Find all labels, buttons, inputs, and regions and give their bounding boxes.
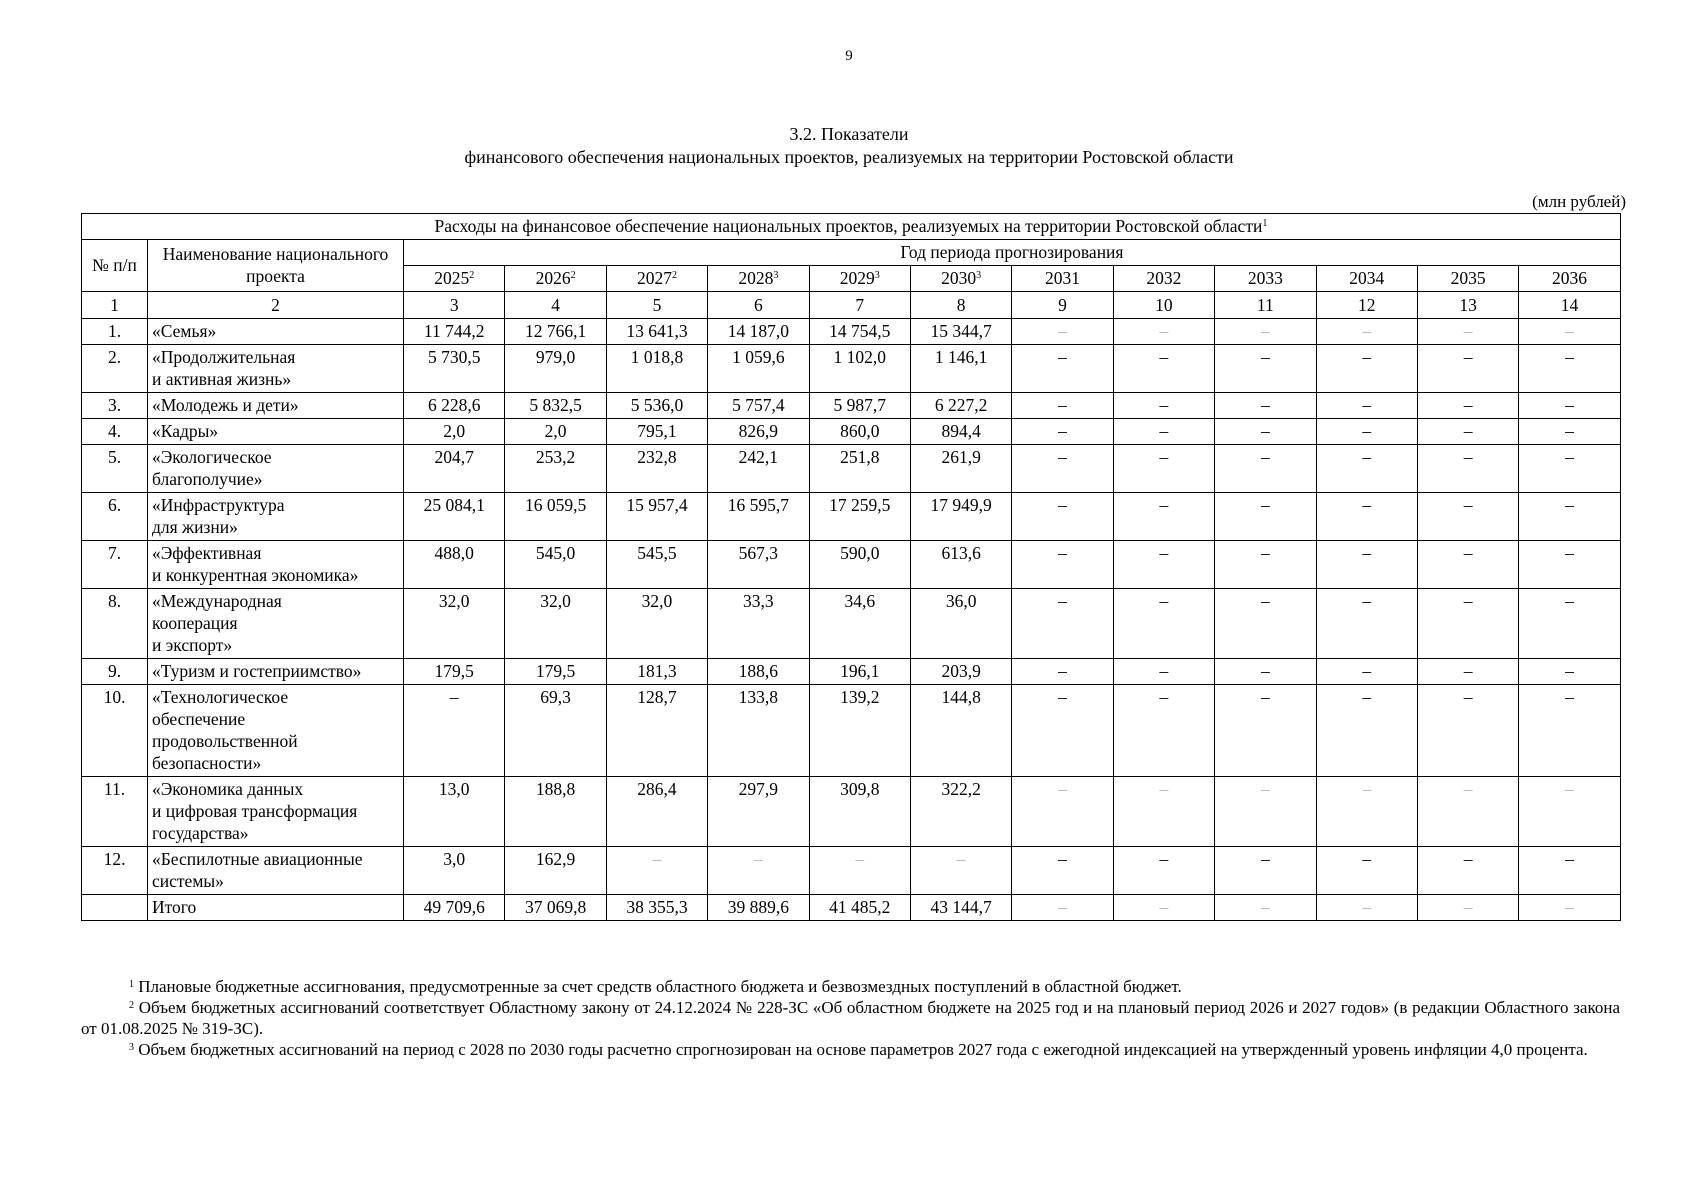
total-value-cell: 41 485,2 [809,895,910,921]
value-cell: 795,1 [606,419,707,445]
value-cell: 139,2 [809,685,910,777]
value-cell: 545,5 [606,541,707,589]
value-cell: – [1316,659,1417,685]
value-cell: – [1113,847,1214,895]
row-number-cell: 7. [82,541,148,589]
value-cell: – [1316,419,1417,445]
value-cell: – [606,847,707,895]
value-cell: 16 595,7 [708,493,809,541]
value-cell: – [1215,847,1316,895]
total-value-cell: 39 889,6 [708,895,809,921]
year-header-cell [1215,266,1316,292]
column-number-cell: 5 [606,292,707,319]
value-cell: 613,6 [910,541,1011,589]
col-header-name: Наименование национального проекта [148,240,404,292]
value-cell: 5 536,0 [606,393,707,419]
value-cell: – [1316,493,1417,541]
row-number-cell: 3. [82,393,148,419]
table-header-main: Расходы на финансовое обеспечение национальных проектов, реализуемых на территории Ростовской области$^1$ [82,214,1621,240]
value-cell: 128,7 [606,685,707,777]
value-cell: – [1316,319,1417,345]
value-cell: – [1519,685,1621,777]
footnote-text: Объем бюджетных ассигнований соответствует Областному закону от 24.12.2024 № 228-ЗС «Об областном бюджете на 2025 год и на плановый период 2026 и 2027 годов» (в редакции Областного закона от 01.08.2025 № 319-ЗС). [81,998,1621,1038]
project-name-cell: «Кадры» [148,419,404,445]
column-number-cell: 8 [910,292,1011,319]
value-cell: – [1012,393,1113,419]
value-cell: 13 641,3 [606,319,707,345]
value-cell: 251,8 [809,445,910,493]
value-cell: – [910,847,1011,895]
total-number-cell [82,895,148,921]
year-header-cell [809,266,910,292]
value-cell: – [1519,589,1621,659]
project-name-cell: «Технологическое обеспечение продовольственной безопасности» [148,685,404,777]
value-cell: – [1215,777,1316,847]
column-number-cell: 1 [82,292,148,319]
year-label: 2033 [1247,268,1283,288]
value-cell: 133,8 [708,685,809,777]
footnote [81,976,1620,997]
value-cell: – [1113,419,1214,445]
column-number-cell: 4 [505,292,606,319]
value-cell: – [1519,541,1621,589]
year-header-cell [1316,266,1417,292]
value-cell: – [1417,847,1518,895]
total-value-cell: 38 355,3 [606,895,707,921]
value-cell: – [809,847,910,895]
year-label: 2034 [1349,268,1385,288]
total-value-cell: – [1519,895,1621,921]
value-cell: 144,8 [910,685,1011,777]
value-cell: – [1012,419,1113,445]
table-row [82,847,1621,895]
footnote-marker: 1 [129,979,134,990]
year-label: 2029 [839,268,875,288]
year-header-cell [606,266,707,292]
value-cell: 6 228,6 [404,393,505,419]
value-cell: – [1316,589,1417,659]
value-cell: – [1316,685,1417,777]
value-cell: 2,0 [404,419,505,445]
value-cell: 16 059,5 [505,493,606,541]
value-cell: 162,9 [505,847,606,895]
value-cell: 1 146,1 [910,345,1011,393]
title-line-1: 3.2. Показатели [789,124,909,144]
value-cell: – [1417,685,1518,777]
table-row [82,777,1621,847]
value-cell: 860,0 [809,419,910,445]
project-name-cell: «Экологическое благополучие» [148,445,404,493]
year-label: 2035 [1450,268,1486,288]
value-cell: – [1215,659,1316,685]
value-cell: – [1113,541,1214,589]
title-line-2: финансового обеспечения национальных проектов, реализуемых на территории Ростовской области [464,147,1234,167]
footnote-text: Плановые бюджетные ассигнования, предусмотренные за счет средств областного бюджета и безвозмездных поступлений в областной бюджет. [138,977,1182,996]
value-cell: 204,7 [404,445,505,493]
column-number-cell: 13 [1417,292,1518,319]
footnote-ref: 1 [1262,218,1268,229]
value-cell: 33,3 [708,589,809,659]
value-cell: – [1012,493,1113,541]
value-cell: 188,8 [505,777,606,847]
value-cell: 545,0 [505,541,606,589]
value-cell: 261,9 [910,445,1011,493]
value-cell: 894,4 [910,419,1011,445]
column-number-cell: 10 [1113,292,1214,319]
value-cell: 15 957,4 [606,493,707,541]
footnote [81,997,1620,1039]
value-cell: 179,5 [505,659,606,685]
project-name-cell: «Семья» [148,319,404,345]
value-cell: – [1012,319,1113,345]
value-cell: – [1417,393,1518,419]
project-name-cell: «Международная кооперация и экспорт» [148,589,404,659]
row-number-cell: 12. [82,847,148,895]
value-cell: 188,6 [708,659,809,685]
project-name-cell: «Туризм и гостеприимство» [148,659,404,685]
project-name-cell: «Молодежь и дети» [148,393,404,419]
table-row [82,659,1621,685]
value-cell: 253,2 [505,445,606,493]
column-number-cell: 6 [708,292,809,319]
value-cell: – [1417,659,1518,685]
row-number-cell: 5. [82,445,148,493]
value-cell: 6 227,2 [910,393,1011,419]
value-cell: – [1215,319,1316,345]
total-value-cell: 37 069,8 [505,895,606,921]
value-cell: – [1519,847,1621,895]
footnote-ref: 2 [671,270,677,281]
column-number-cell: 14 [1519,292,1621,319]
row-number-cell: 10. [82,685,148,777]
column-number-cell: 3 [404,292,505,319]
value-cell: 181,3 [606,659,707,685]
value-cell: 286,4 [606,777,707,847]
page-title [0,123,1698,169]
year-header-cell [1417,266,1518,292]
value-cell: – [1316,777,1417,847]
value-cell: 179,5 [404,659,505,685]
value-cell: – [1215,589,1316,659]
value-cell: – [1113,345,1214,393]
value-cell: – [1215,445,1316,493]
value-cell: – [1417,589,1518,659]
value-cell: – [1113,685,1214,777]
year-label: 2031 [1045,268,1081,288]
value-cell: – [1316,393,1417,419]
value-cell: – [1215,393,1316,419]
year-label: 2030 [941,268,977,288]
year-header-cell [1012,266,1113,292]
year-header-cell [1519,266,1621,292]
value-cell: 69,3 [505,685,606,777]
financing-table [81,213,1621,921]
value-cell: 297,9 [708,777,809,847]
value-cell: – [1012,659,1113,685]
value-cell: 14 754,5 [809,319,910,345]
value-cell: – [1215,493,1316,541]
value-cell: – [1113,659,1214,685]
value-cell: 11 744,2 [404,319,505,345]
table-header-row [82,240,1621,266]
value-cell: – [1519,777,1621,847]
value-cell: 17 259,5 [809,493,910,541]
value-cell: – [1519,419,1621,445]
value-cell: – [1215,685,1316,777]
column-number-cell: 11 [1215,292,1316,319]
footnote-ref: 3 [773,270,779,281]
row-number-cell: 8. [82,589,148,659]
value-cell: – [1215,541,1316,589]
footnotes [81,976,1620,1060]
value-cell: – [1519,659,1621,685]
value-cell: – [1113,393,1214,419]
year-label: 2028 [738,268,774,288]
table-row [82,589,1621,659]
year-label: 2026 [535,268,571,288]
value-cell: – [1012,777,1113,847]
total-value-cell: – [1012,895,1113,921]
value-cell: – [1519,393,1621,419]
table-row [82,419,1621,445]
col-header-period: Год периода прогнозирования [404,240,1621,266]
value-cell: – [1012,847,1113,895]
project-name-cell: «Эффективная и конкурентная экономика» [148,541,404,589]
value-cell: 1 059,6 [708,345,809,393]
value-cell: 590,0 [809,541,910,589]
row-number-cell: 6. [82,493,148,541]
table-row [82,541,1621,589]
column-number-cell: 9 [1012,292,1113,319]
column-numbers-row [82,292,1621,319]
project-name-cell: «Продолжительная и активная жизнь» [148,345,404,393]
value-cell: – [1215,419,1316,445]
column-number-cell: 2 [148,292,404,319]
footnote-ref: 3 [976,270,982,281]
value-cell: – [1316,541,1417,589]
value-cell: – [1113,319,1214,345]
year-label: 2027 [636,268,672,288]
footnote-ref: 3 [874,270,880,281]
value-cell: – [1417,319,1518,345]
footnote-text: Объем бюджетных ассигнований на период с 2028 по 2030 годы расчетно спрогнозирован на основе параметров 2027 года с ежегодной индексацией на утвержденный уровень инфляции 4,0 процента. [138,1040,1588,1059]
total-value-cell: – [1113,895,1214,921]
table-row [82,493,1621,541]
value-cell: – [1417,445,1518,493]
project-name-cell: «Беспилотные авиационные системы» [148,847,404,895]
value-cell: – [1316,847,1417,895]
project-name-cell: «Экономика данных и цифровая трансформация государства» [148,777,404,847]
row-number-cell: 11. [82,777,148,847]
total-value-cell: 49 709,6 [404,895,505,921]
table-row [82,319,1621,345]
value-cell: 1 102,0 [809,345,910,393]
value-cell: 36,0 [910,589,1011,659]
year-header-cell [708,266,809,292]
value-cell: – [1519,445,1621,493]
value-cell: 309,8 [809,777,910,847]
value-cell: 5 730,5 [404,345,505,393]
year-label: 2036 [1552,268,1588,288]
value-cell: – [1417,345,1518,393]
value-cell: – [1012,589,1113,659]
year-header-cell [505,266,606,292]
row-number-cell: 9. [82,659,148,685]
value-cell: 488,0 [404,541,505,589]
footnote [81,1039,1620,1060]
table-header-main-row [82,214,1621,240]
value-cell: – [1417,493,1518,541]
row-number-cell: 1. [82,319,148,345]
value-cell: 32,0 [505,589,606,659]
value-cell: – [1316,345,1417,393]
value-cell: – [708,847,809,895]
footnote-marker: 2 [129,1000,134,1011]
value-cell: 32,0 [404,589,505,659]
value-cell: – [404,685,505,777]
value-cell: – [1519,493,1621,541]
value-cell: 12 766,1 [505,319,606,345]
value-cell: 826,9 [708,419,809,445]
value-cell: 242,1 [708,445,809,493]
value-cell: – [1215,345,1316,393]
value-cell: – [1417,777,1518,847]
value-cell: 567,3 [708,541,809,589]
value-cell: – [1113,777,1214,847]
value-cell: 5 757,4 [708,393,809,419]
total-row [82,895,1621,921]
value-cell: – [1316,445,1417,493]
value-cell: 32,0 [606,589,707,659]
value-cell: 203,9 [910,659,1011,685]
column-number-cell: 12 [1316,292,1417,319]
row-number-cell: 2. [82,345,148,393]
year-label: 2032 [1146,268,1182,288]
value-cell: 3,0 [404,847,505,895]
value-cell: – [1417,419,1518,445]
units-label: (млн рублей) [1532,192,1626,211]
value-cell: 15 344,7 [910,319,1011,345]
total-value-cell: – [1316,895,1417,921]
total-value-cell: 43 144,7 [910,895,1011,921]
col-header-no: № п/п [82,240,148,292]
value-cell: 1 018,8 [606,345,707,393]
table-row [82,393,1621,419]
year-header-cell [910,266,1011,292]
year-header-cell [404,266,505,292]
value-cell: – [1113,445,1214,493]
footnote-ref: 2 [469,270,475,281]
footnote-marker: 3 [129,1042,134,1053]
footnote-ref: 2 [570,270,576,281]
value-cell: – [1113,589,1214,659]
total-value-cell: – [1215,895,1316,921]
value-cell: – [1012,345,1113,393]
value-cell: – [1417,541,1518,589]
value-cell: – [1113,493,1214,541]
table-row [82,345,1621,393]
year-header-cell [1113,266,1214,292]
value-cell: 25 084,1 [404,493,505,541]
row-number-cell: 4. [82,419,148,445]
value-cell: 196,1 [809,659,910,685]
value-cell: 13,0 [404,777,505,847]
value-cell: 2,0 [505,419,606,445]
total-value-cell: – [1417,895,1518,921]
value-cell: – [1012,685,1113,777]
project-name-cell: «Инфраструктура для жизни» [148,493,404,541]
value-cell: 17 949,9 [910,493,1011,541]
table-row [82,685,1621,777]
total-label: Итого [148,895,404,921]
value-cell: 5 987,7 [809,393,910,419]
value-cell: – [1519,319,1621,345]
value-cell: 232,8 [606,445,707,493]
value-cell: – [1012,445,1113,493]
value-cell: – [1519,345,1621,393]
year-label: 2025 [434,268,470,288]
page-number: 9 [845,48,853,64]
value-cell: 322,2 [910,777,1011,847]
value-cell: – [1012,541,1113,589]
value-cell: 14 187,0 [708,319,809,345]
value-cell: 34,6 [809,589,910,659]
value-cell: 979,0 [505,345,606,393]
table-row [82,445,1621,493]
value-cell: 5 832,5 [505,393,606,419]
column-number-cell: 7 [809,292,910,319]
